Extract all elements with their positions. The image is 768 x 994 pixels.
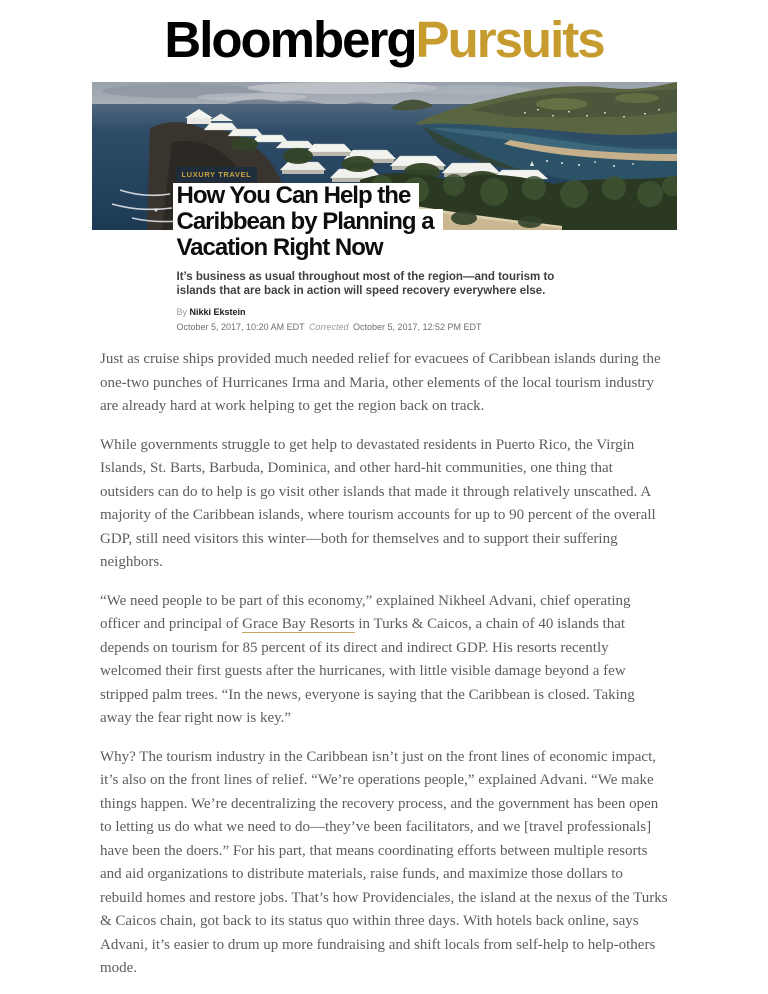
article-dek: It’s business as usual throughout most of the region—and tourism to islands that are back in action will speed recovery everywhere else. bbox=[176, 271, 555, 297]
paragraph-4: Why? The tourism industry in the Caribbean isn’t just on the front lines of economic impact, it’s also on the front lines of relief. “We’re operations people,” explained Advani. “We make things happen. We’re decentralizing the recovery process, and the government has been open to letting us do what we need to do—they’ve been facilitators, and we [travel professionals] have been the doers.” For his part, that means coordinating efforts between multiple resorts and aid organizations to distribute materials, raise funds, and maximize those dollars to rebuild homes and restore jobs. That’s how Providenciales, the island at the nexus of the Turks & Caicos chain, got back to its status quo within three days. With hotels back online, says Advani, it’s easier to drum up more fundraising and shift locals from self-help to help-others mode. bbox=[100, 748, 668, 976]
article-headline bbox=[173, 183, 677, 261]
grace-bay-resorts-link[interactable]: Grace Bay Resorts bbox=[242, 616, 355, 632]
byline bbox=[177, 307, 677, 318]
byline-prefix: By bbox=[176, 307, 188, 317]
category-badge[interactable]: LUXURY TRAVEL bbox=[176, 167, 258, 182]
headline-line-3: Vacation Right Now bbox=[173, 235, 392, 261]
corrected-time: October 5, 2017, 12:52 PM EDT bbox=[352, 322, 482, 332]
headline-line-1: How You Can Help the bbox=[173, 183, 420, 209]
bloomberg-wordmark: Bloomberg bbox=[164, 11, 416, 68]
article-body bbox=[100, 348, 668, 981]
paragraph-3-text-before: “We need people to be part of this economy,” explained Nikheel Advani, chief operating officer and principal of bbox=[100, 592, 631, 632]
published-time: October 5, 2017, 10:20 AM EDT bbox=[176, 322, 305, 332]
author-name[interactable]: Nikki Ekstein bbox=[189, 307, 246, 317]
bloomberg-pursuits-logo[interactable] bbox=[164, 12, 603, 68]
headline-line-2: Caribbean by Planning a bbox=[173, 209, 443, 235]
paragraph-1: Just as cruise ships provided much needed relief for evacuees of Caribbean islands during the one-two punches of Hurricanes Irma and Maria, other elements of the local tourism industry are already hard at work helping to get the region back on track. bbox=[100, 351, 661, 414]
article-header bbox=[92, 183, 677, 333]
corrected-label: Corrected bbox=[308, 322, 349, 332]
publish-timestamp bbox=[177, 322, 677, 333]
pursuits-wordmark: Pursuits bbox=[415, 11, 604, 68]
paragraph-2: While governments struggle to get help to devastated residents in Puerto Rico, the Virgin Islands, St. Barts, Barbuda, Dominica, and other hard-hit communities, one thing that outsiders can do to help is go visit other islands that made it through relatively unscathed. A majority of the Caribbean islands, where tourism accounts for up to 90 percent of the overall GDP, still need visitors this winter—both for themselves and to support their suffering neighbors. bbox=[100, 436, 656, 570]
paragraph-3-text-after: in Turks & Caicos, a chain of 40 islands that depends on tourism for 85 percent of its direct and indirect GDP. His resorts recently welcomed their first guests after the hurricanes, with little visible damage beyond a few stripped palm trees. “In the news, everyone is saying that the Caribbean is closed. Taking away the fear right now is key.” bbox=[100, 616, 635, 726]
paragraph-3 bbox=[100, 590, 668, 731]
masthead bbox=[0, 0, 768, 82]
